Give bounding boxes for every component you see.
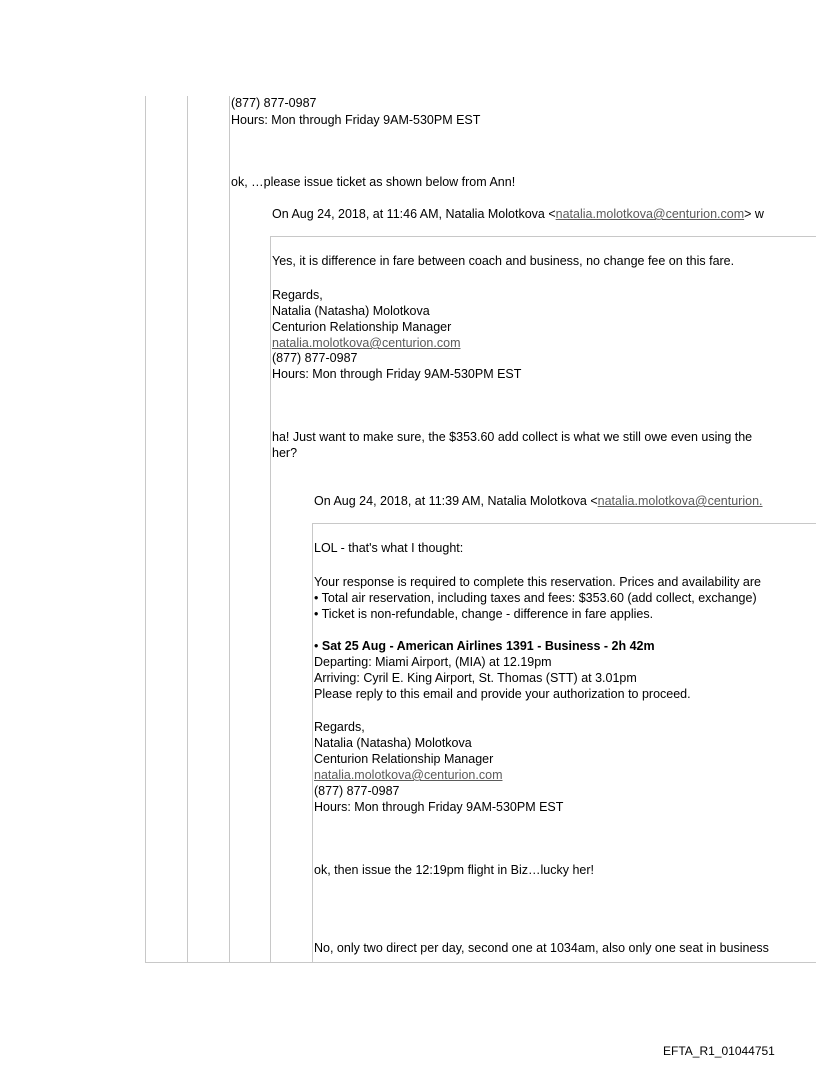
flight-title [314, 639, 655, 653]
table-border-left [145, 96, 146, 962]
table-border-col3 [229, 96, 230, 962]
signature-regards: Regards, [272, 288, 323, 302]
office-hours: Hours: Mon through Friday 9AM-530PM EST [231, 113, 481, 127]
signature-phone: (877) 877-0987 [314, 784, 400, 798]
signature-title: Centurion Relationship Manager [314, 752, 494, 766]
quote-top-1 [270, 236, 816, 237]
sender-email-link[interactable]: natalia.molotkova@centurion. [597, 494, 763, 508]
signature-title: Centurion Relationship Manager [272, 320, 452, 334]
flight-departing: Departing: Miami Airport, (MIA) at 12.19pm [314, 655, 552, 669]
phone-number: (877) 877-0987 [231, 96, 317, 110]
quote-border-2 [312, 523, 313, 962]
fare-bullet: • Total air reservation, including taxes and fees: $353.60 (add collect, exchange) [314, 591, 757, 605]
signature-hours: Hours: Mon through Friday 9AM-530PM EST [314, 800, 564, 814]
table-border-bottom [145, 962, 816, 963]
signature-email-link[interactable]: natalia.molotkova@centurion.com [314, 768, 503, 782]
quote-top-2 [312, 523, 816, 524]
message-body: Yes, it is difference in fare between coach and business, no change fee on this fare. [272, 254, 735, 268]
signature-hours: Hours: Mon through Friday 9AM-530PM EST [272, 367, 522, 381]
signature-name: Natalia (Natasha) Molotkova [272, 304, 430, 318]
reply-text: ha! Just want to make sure, the $353.60 add collect is what we still owe even using the [272, 430, 753, 444]
fare-bullet: • Ticket is non-refundable, change - difference in fare applies. [314, 607, 654, 621]
reply-text: No, only two direct per day, second one at 1034am, also only one seat in business [314, 941, 769, 955]
reply-text-cont: her? [272, 446, 298, 460]
quote-header-prefix: On Aug 24, 2018, at 11:46 AM, Natalia Molotkova < [272, 207, 556, 221]
message-body: LOL - that's what I thought: [314, 541, 464, 555]
reply-text: ok, then issue the 12:19pm flight in Biz…lucky her! [314, 863, 595, 877]
signature-name: Natalia (Natasha) Molotkova [314, 736, 472, 750]
quote-header-prefix: On Aug 24, 2018, at 11:39 AM, Natalia Molotkova < [314, 494, 598, 508]
bates-number: EFTA_R1_01044751 [663, 1044, 775, 1058]
bullet: • [314, 639, 322, 653]
signature-email-link[interactable]: natalia.molotkova@centurion.com [272, 336, 461, 350]
table-border-col2 [187, 96, 188, 962]
signature-phone: (877) 877-0987 [272, 351, 358, 365]
flight-title-text: Sat 25 Aug - American Airlines 1391 - Business - 2h 42m [321, 639, 655, 653]
sender-email-link[interactable]: natalia.molotkova@centurion.com [555, 207, 745, 221]
quote-header [272, 207, 764, 221]
reply-request: Please reply to this email and provide your authorization to proceed. [314, 687, 691, 701]
message-body: Your response is required to complete this reservation. Prices and availability are [314, 575, 761, 589]
flight-arriving: Arriving: Cyril E. King Airport, St. Thomas (STT) at 3.01pm [314, 671, 637, 685]
signature-regards: Regards, [314, 720, 365, 734]
quote-header-suffix: > w [744, 207, 764, 221]
reply-text: ok, …please issue ticket as shown below from Ann! [231, 175, 516, 189]
quote-border-1 [270, 236, 271, 962]
quote-header [314, 494, 763, 508]
